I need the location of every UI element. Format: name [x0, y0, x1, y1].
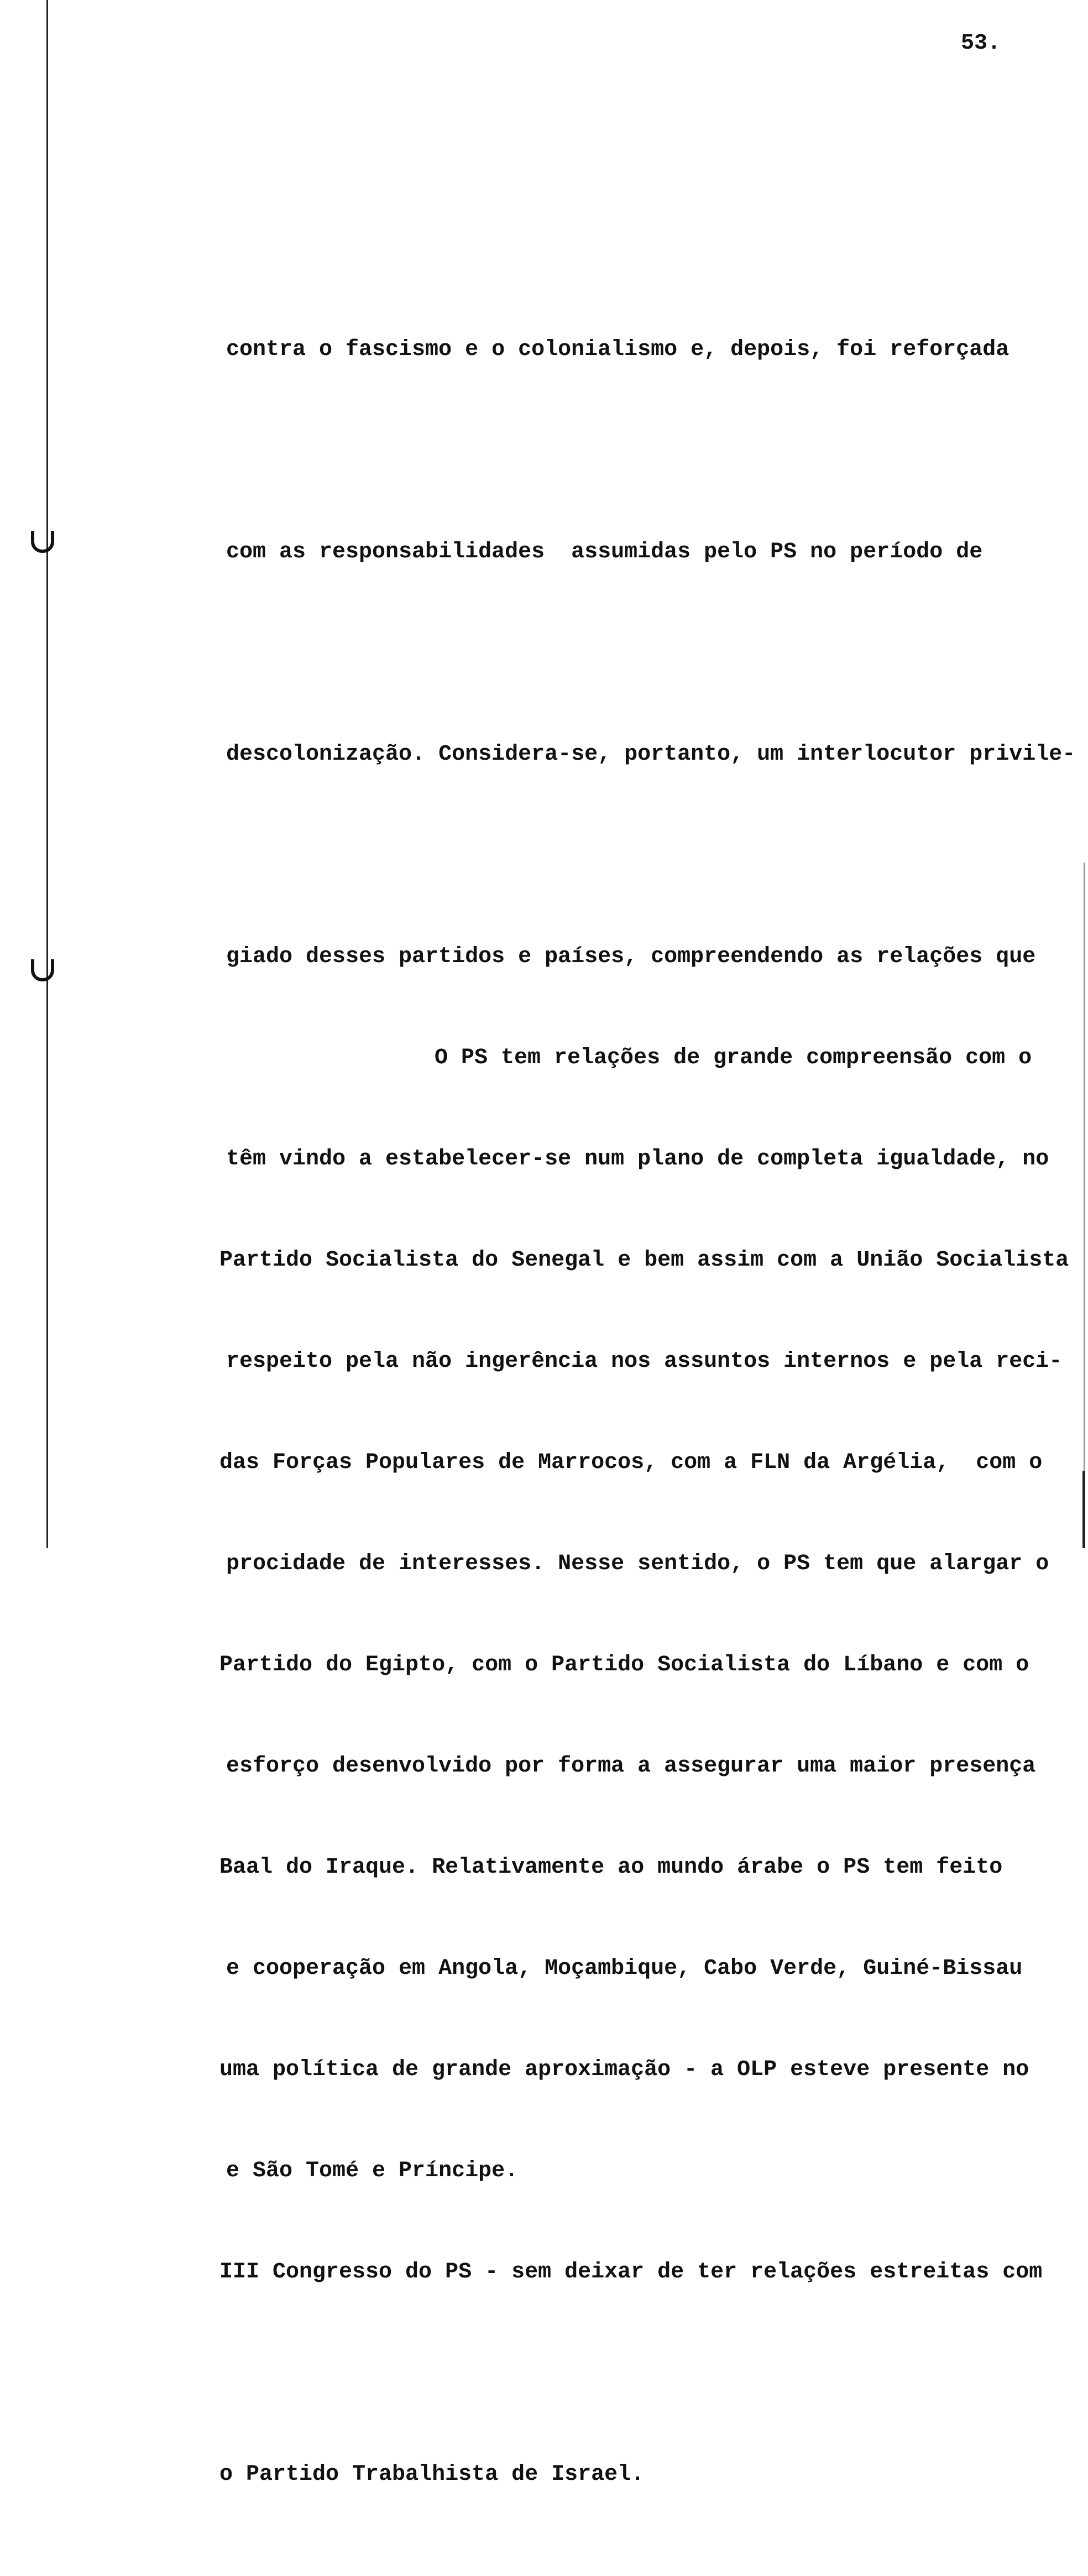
punch-hole-mark	[31, 959, 54, 981]
right-edge-mark	[1082, 1471, 1085, 1548]
text-line: têm vindo a estabelecer-se num plano de completa igualdade, no	[226, 1147, 1049, 1172]
page-number: 53.	[961, 31, 1001, 56]
text-line: esforço desenvolvido por forma a assegurar uma maior presença	[226, 1754, 1036, 1779]
punch-hole-mark	[31, 531, 54, 553]
text-line: procidade de interesses. Nesse sentido, o PS tem que alargar o	[226, 1551, 1049, 1576]
paragraph-2	[219, 890, 1069, 2576]
text-line: Baal do Iraque. Relativamente ao mundo árabe o PS tem feito	[219, 1855, 1003, 1880]
text-line: Partido do Egipto, com o Partido Socialista do Líbano e com o	[219, 1653, 1029, 1678]
text-line: o Partido Trabalhista de Israel.	[219, 2462, 645, 2487]
text-line: e São Tomé e Príncipe.	[226, 2159, 519, 2183]
text-line: Partido Socialista do Senegal e bem assim com a União Socialista	[219, 1248, 1069, 1273]
text-line: contra o fascismo e o colonialismo e, depois, foi reforçada	[226, 337, 1009, 362]
text-line: giado desses partidos e países, compreendendo as relações que	[226, 944, 1036, 969]
right-edge-shadow	[1084, 863, 1085, 1471]
binding-margin-line	[46, 0, 48, 1548]
text-line: descolonização. Considera-se, portanto, um interlocutor privile-	[226, 742, 1076, 767]
text-line: e cooperação em Angola, Moçambique, Cabo Verde, Guiné-Bissau	[226, 1956, 1023, 1981]
text-line: O PS tem relações de grande compreensão com o	[435, 1046, 1032, 1070]
text-line: das Forças Populares de Marrocos, com a FLN da Argélia, com o	[219, 1450, 1043, 1475]
text-line: III Congresso do PS - sem deixar de ter relações estreitas com	[219, 2260, 1043, 2285]
text-line: uma política de grande aproximação - a OLP esteve presente no	[219, 2057, 1029, 2082]
text-line: com as responsabilidades assumidas pelo PS no período de	[226, 540, 983, 565]
text-line: respeito pela não ingerência nos assuntos internos e pela reci-	[226, 1349, 1063, 1374]
